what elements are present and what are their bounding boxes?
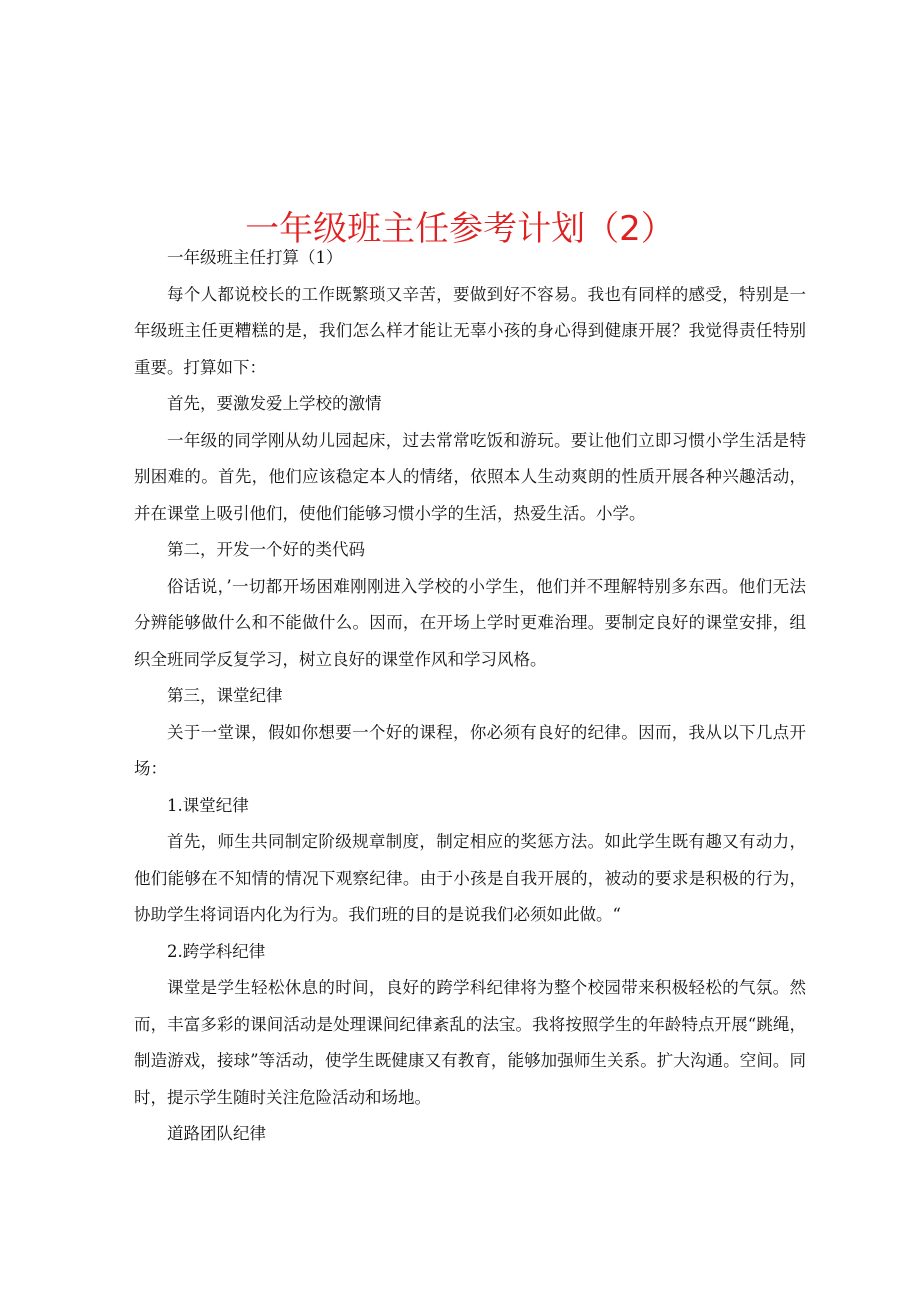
subsection-heading: 1.课堂纪律 bbox=[167, 795, 249, 815]
paragraph: 关于一堂课，假如你想要一个好的课程，你必须有良好的纪律。因而，我从以下几点开场： bbox=[134, 722, 806, 778]
subsection-heading: 道路团队纪律 bbox=[167, 1124, 266, 1143]
paragraph: 一年级的同学刚从幼儿园起床，过去常常吃饭和游玩。要让他们立即习惯小学生活是特别困难的。首先，他们应该稳定本人的情绪，依照本人生动爽朗的性质开展各种兴趣活动，并在课堂上吸引他们，使他们能够习惯小学的生活，热爱生活。小学。 bbox=[134, 430, 806, 523]
document-body bbox=[134, 240, 806, 1153]
subsection-heading: 2.跨学科纪律 bbox=[167, 941, 266, 961]
paragraph: 一年级班主任打算（1） bbox=[167, 248, 343, 267]
document-title: 一年级班主任参考计划（2） bbox=[245, 208, 675, 249]
paragraph: 首先，师生共同制定阶级规章制度，制定相应的奖惩方法。如此学生既有趣又有动力，他们能够在不知情的情况下观察纪律。由于小孩是自我开展的，被动的要求是积极的行为，协助学生将词语内化为行为。我们班的目的是说我们必须如此做。“ bbox=[134, 832, 806, 924]
section-heading: 首先，要激发爱上学校的激情 bbox=[167, 394, 382, 413]
section-heading: 第三，课堂纪律 bbox=[167, 686, 283, 705]
section-heading: 第二，开发一个好的类代码 bbox=[167, 540, 365, 559]
paragraph: 俗话说，’一切都开场困难刚刚进入学校的小学生，他们并不理解特别多东西。他们无法分辨能够做什么和不能做什么。因而，在开场上学时更难治理。要制定良好的课堂安排，组织全班同学反复学习，树立良好的课堂作风和学习风格。 bbox=[134, 576, 806, 669]
paragraph: 课堂是学生轻松休息的时间，良好的跨学科纪律将为整个校园带来积极轻松的气氛。然而，丰富多彩的课间活动是处理课间纪律紊乱的法宝。我将按照学生的年龄特点开展“跳绳，制造游戏，接球”等活动，使学生既健康又有教育，能够加强师生关系。扩大沟通。空间。同时，提示学生随时关注危险活动和场地。 bbox=[134, 978, 806, 1107]
paragraph: 每个人都说校长的工作既繁琐又辛苦，要做到好不容易。我也有同样的感受，特别是一年级班主任更糟糕的是，我们怎么样才能让无辜小孩的身心得到健康开展？我觉得责任特别重要。打算如下： bbox=[134, 284, 806, 377]
